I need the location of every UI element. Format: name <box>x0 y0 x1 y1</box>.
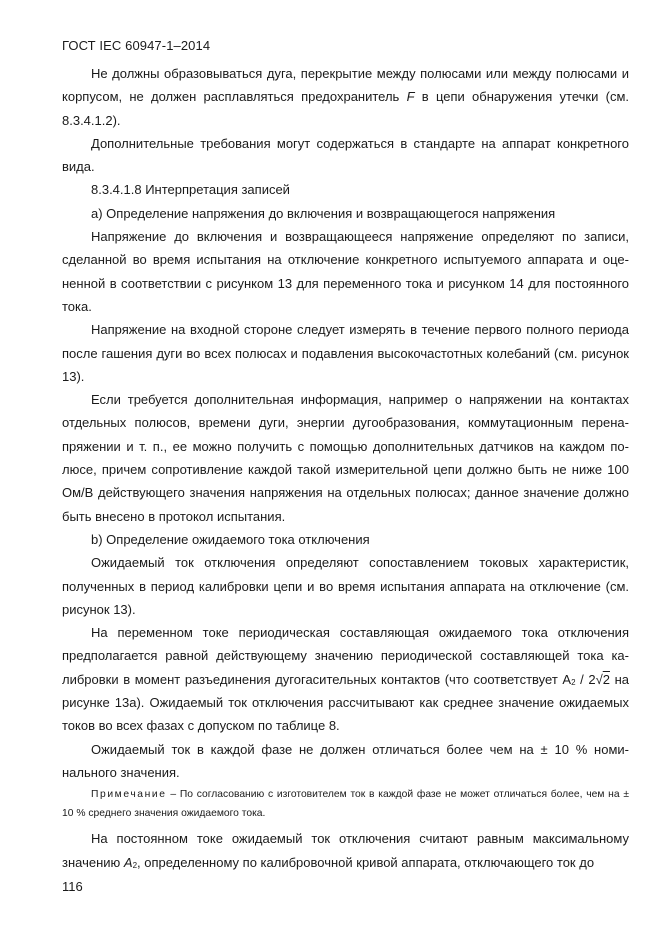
paragraph: Напряжение до включения и возвращающееся напряжение определяют по записи, сделанной во время испытания на отключение конкретного испытуемого аппарата и оцененной в соответствии с рисунком 13 для переменного тока и рисунком 14 для постоянного тока. <box>62 229 629 314</box>
paragraph: Дополнительные требования могут содержаться в стандарте на аппарат конкретного вида. <box>62 135 629 175</box>
paragraph: Если требуется дополнительная информация, например о напряжении на контактах отдельных полюсов, времени дуги, энергии дугообразования, коммутационным перенапряжении и т. п., ее можно получить с помощью дополнительных датчиков на каждом полюсе, причем сопротивление каждой такой измерительной цепи должно быть не ниже 100 Ом/В действующего значения напряжения на отдельных полюсах; данное значение должно быть внесено в протокол испытания. <box>62 392 629 524</box>
paragraph: Напряжение на входной стороне следует измерять в течение первого полного периода после гашения дуги во всех полюсах и подавления высокочастотных колебаний (см. рисунок 13). <box>62 322 629 384</box>
subsection-heading: b) Определение ожидаемого тока отключения <box>91 531 370 547</box>
paragraph: Ожидаемый ток отключения определяют сопоставлением токовых характеристик, полученных в период калибровки цепи и во время испытания аппарата на отключение (см. рисунок 13). <box>62 555 629 617</box>
document-body <box>62 62 629 874</box>
document-header: ГОСТ IEC 60947-1–2014 <box>62 38 211 53</box>
note: Примечание – По согласованию с изготовителем ток в каждой фазе не может отличаться более, чем на ± 10 % среднего значения ожидаемого тока. <box>62 789 629 820</box>
paragraph: Не должны образовываться дуга, перекрытие между полюсами или между полюсами и корпусом, не должен расплавляться предохранитель F в цепи обнаружения утечки (см. 8.3.4.1.2). <box>62 66 629 128</box>
paragraph: На переменном токе периодическая составляющая ожидаемого тока отключения предполагается равной действующему значению периодической составляющей тока калибровки в момент разъединения дугогасительных контактов (что соответствует $A_2 / 2√2$ на рисунке 13а). Ожидаемый ток отключения рассчитывают как среднее значение ожидаемых токов во всех фазах с допуском по таблице 8. <box>62 625 629 734</box>
paragraph: На постоянном токе ожидаемый ток отключения считают равным максимальному значению $A_2$, определенному по калибровочной кривой аппарата, отключающего ток до <box>62 831 629 870</box>
paragraph: Ожидаемый ток в каждой фазе не должен отличаться более чем на ± 10 % номинального значения. <box>62 741 629 780</box>
section-heading: 8.3.4.1.8 Интерпретация записей <box>91 182 290 198</box>
page-number: 116 <box>62 879 83 894</box>
subsection-heading: a) Определение напряжения до включения и возвращающегося напряжения <box>91 205 556 221</box>
